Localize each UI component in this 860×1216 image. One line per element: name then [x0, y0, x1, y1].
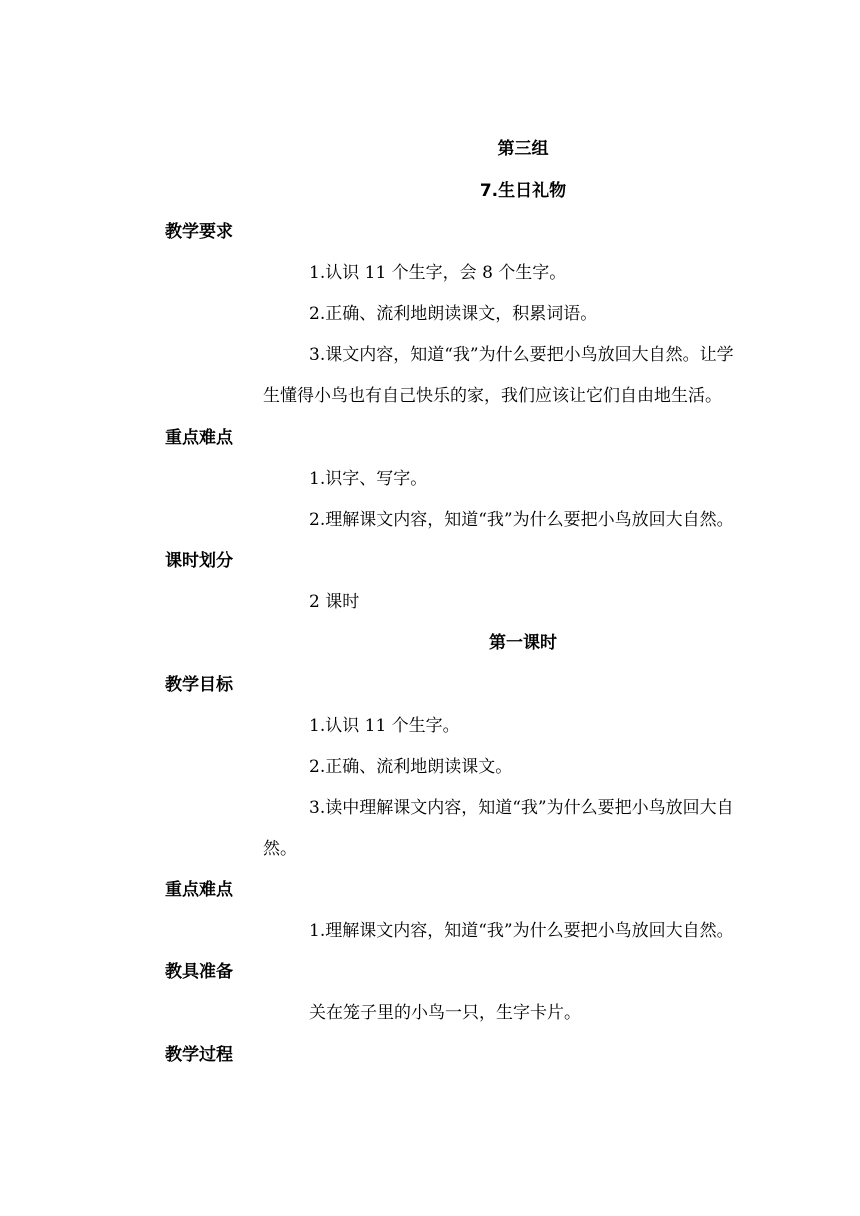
materials-value: 关在笼子里的小鸟一只，生字卡片。 — [309, 1003, 581, 1023]
objectives-heading: 教学目标 — [165, 675, 233, 695]
key-points-2-heading: 重点难点 — [165, 880, 233, 900]
key-point-2-item: 1.理解课文内容，知道“我”为什么要把小鸟放回大自然。 — [309, 921, 734, 941]
objective-item: 2.正确、流利地朗读课文。 — [309, 757, 513, 777]
objective-item-continuation: 然。 — [263, 839, 297, 859]
materials-heading: 教具准备 — [165, 962, 233, 982]
objective-item: 3.读中理解课文内容，知道“我”为什么要把小鸟放回大自 — [309, 798, 734, 818]
requirement-item: 3.课文内容，知道“我”为什么要把小鸟放回大自然。让学 — [309, 345, 734, 365]
requirement-item: 1.认识 11 个生字，会 8 个生字。 — [309, 263, 567, 283]
process-heading: 教学过程 — [165, 1045, 233, 1065]
requirement-item: 2.正确、流利地朗读课文，积累词语。 — [309, 304, 598, 324]
schedule-value: 2 课时 — [309, 592, 360, 612]
requirements-heading: 教学要求 — [165, 222, 233, 242]
key-point-item: 1.识字、写字。 — [309, 469, 428, 489]
period-title: 第一课时 — [489, 633, 557, 653]
lesson-title: 7.生日礼物 — [479, 181, 567, 201]
group-title: 第三组 — [497, 139, 549, 159]
schedule-heading: 课时划分 — [165, 551, 233, 571]
key-points-heading: 重点难点 — [165, 428, 233, 448]
key-point-item: 2.理解课文内容，知道“我”为什么要把小鸟放回大自然。 — [309, 510, 734, 530]
requirement-item-continuation: 生懂得小鸟也有自己快乐的家，我们应该让它们自由地生活。 — [263, 386, 722, 406]
objective-item: 1.认识 11 个生字。 — [309, 716, 460, 736]
